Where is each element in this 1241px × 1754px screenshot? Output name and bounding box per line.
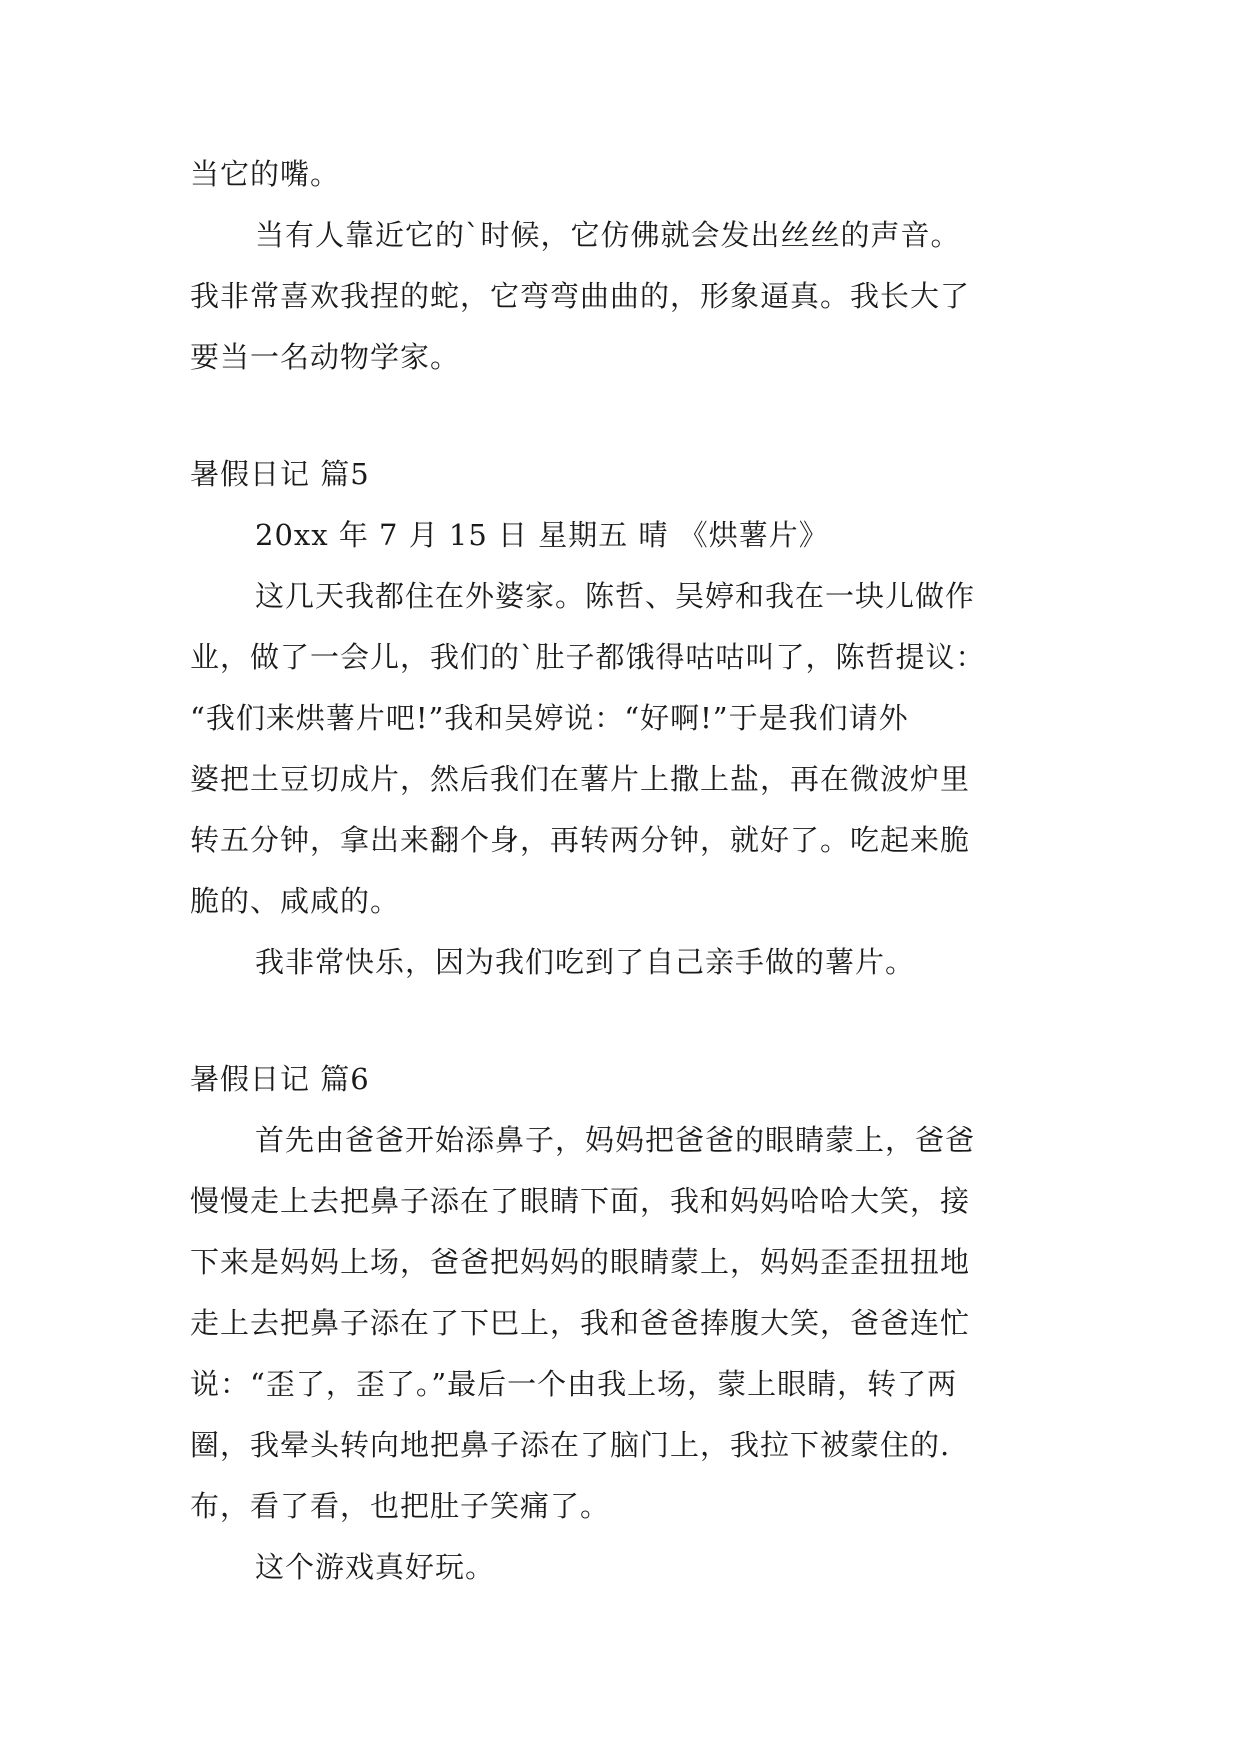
section-heading: 暑假日记 篇6: [190, 1062, 370, 1096]
paragraph-line: 当它的嘴。: [190, 157, 341, 191]
paragraph-line: 要当一名动物学家。: [190, 340, 461, 374]
paragraph-line: 首先由爸爸开始添鼻子，妈妈把爸爸的眼睛蒙上，爸爸: [255, 1123, 976, 1157]
paragraph-line: 业，做了一会儿，我们的`肚子都饿得咕咕叫了，陈哲提议：: [190, 640, 986, 674]
paragraph-line: 我非常快乐，因为我们吃到了自己亲手做的薯片。: [255, 945, 916, 979]
paragraph-line: 下来是妈妈上场，爸爸把妈妈的眼睛蒙上，妈妈歪歪扭扭地: [190, 1245, 971, 1279]
paragraph-line: “我们来烘薯片吧!”我和吴婷说：“好啊!”于是我们请外: [190, 701, 909, 735]
diary-date-line: 20xx 年 7 月 15 日 星期五 晴 《烘薯片》: [255, 518, 829, 552]
paragraph-line: 转五分钟，拿出来翻个身，再转两分钟，就好了。吃起来脆: [190, 823, 971, 857]
section-heading: 暑假日记 篇5: [190, 457, 370, 491]
paragraph-line: 慢慢走上去把鼻子添在了眼睛下面，我和妈妈哈哈大笑，接: [190, 1184, 971, 1218]
paragraph-line: 布，看了看，也把肚子笑痛了。: [190, 1489, 611, 1523]
paragraph-line: 走上去把鼻子添在了下巴上，我和爸爸捧腹大笑，爸爸连忙: [190, 1306, 971, 1340]
paragraph-line: 我非常喜欢我捏的蛇，它弯弯曲曲的，形象逼真。我长大了: [190, 279, 971, 313]
paragraph-line: 当有人靠近它的`时候，它仿佛就会发出丝丝的声音。: [255, 218, 961, 252]
paragraph-line: 这几天我都住在外婆家。陈哲、吴婷和我在一块儿做作: [255, 579, 976, 613]
paragraph-line: 婆把土豆切成片，然后我们在薯片上撒上盐，再在微波炉里: [190, 762, 971, 796]
paragraph-line: 圈，我晕头转向地把鼻子添在了脑门上，我拉下被蒙住的.: [190, 1428, 951, 1462]
paragraph-line: 说：“歪了，歪了。”最后一个由我上场，蒙上眼睛，转了两: [190, 1367, 958, 1401]
paragraph-line: 脆的、咸咸的。: [190, 884, 401, 918]
paragraph-line: 这个游戏真好玩。: [255, 1550, 496, 1584]
